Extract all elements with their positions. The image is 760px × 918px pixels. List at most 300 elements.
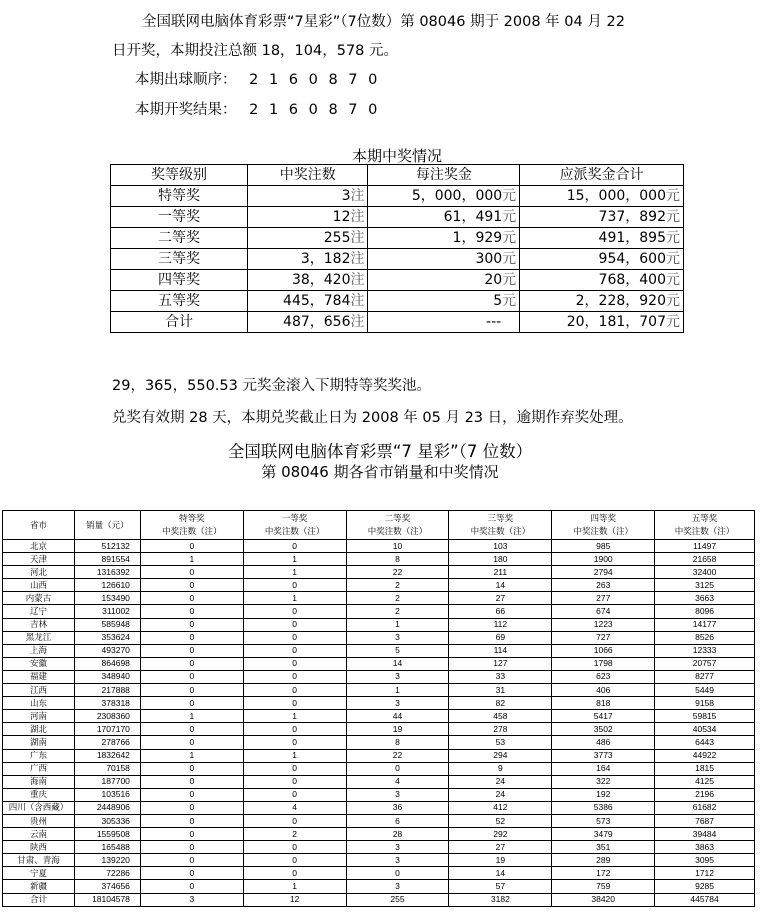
province-row xyxy=(3,540,755,553)
prize-cell-level xyxy=(111,249,248,270)
province-row xyxy=(3,670,755,683)
province-cell-level5: 32400 xyxy=(655,566,755,579)
province-cell-level2: 3 xyxy=(346,697,449,710)
province-cell-level1: 0 xyxy=(243,579,346,592)
province-table-header xyxy=(3,511,755,540)
unit-label: 注 xyxy=(350,251,365,267)
province-cell-sales: 2308360 xyxy=(74,710,140,723)
province-cell-level5: 3095 xyxy=(655,854,755,867)
province-cell-special: 0 xyxy=(140,880,243,893)
province-cell-level2: 19 xyxy=(346,723,449,736)
province-title: 全国联网电脑体育彩票“7 星彩”（7 位数） xyxy=(227,442,533,461)
province-cell-special: 0 xyxy=(140,605,243,618)
unit-label: 元 xyxy=(666,272,680,288)
province-cell-level3: 103 xyxy=(449,540,552,553)
province-cell-special: 3 xyxy=(140,893,243,906)
province-cell-special: 1 xyxy=(140,553,243,566)
province-cell-level3: 112 xyxy=(449,618,552,631)
province-row xyxy=(3,867,755,880)
province-cell-level4: 164 xyxy=(552,762,655,775)
province-cell-province: 云南 xyxy=(3,828,75,841)
prize-cell-prize xyxy=(368,291,520,312)
province-cell-special: 0 xyxy=(140,828,243,841)
province-cell-level3: 27 xyxy=(449,592,552,605)
province-cell-special: 0 xyxy=(140,657,243,670)
province-cell-level5: 2196 xyxy=(655,788,755,801)
province-cell-sales: 165488 xyxy=(74,841,140,854)
province-cell-level3: 31 xyxy=(449,684,552,697)
province-cell-special: 0 xyxy=(140,736,243,749)
province-cell-level5: 9285 xyxy=(655,880,755,893)
province-cell-level1: 0 xyxy=(243,854,346,867)
unit-label: 元 xyxy=(666,209,680,225)
header-level-2: 二等奖 中奖注数（注） xyxy=(346,511,449,540)
prize-cell-total xyxy=(520,207,684,228)
province-cell-level4: 486 xyxy=(552,736,655,749)
prize-level-value: 四等奖 xyxy=(158,272,200,288)
province-cell-level2: 3 xyxy=(346,788,449,801)
province-cell-level5: 14177 xyxy=(655,618,755,631)
province-cell-level2: 10 xyxy=(346,540,449,553)
province-subtitle: 第 08046 期各省市销量和中奖情况 xyxy=(261,463,499,481)
province-cell-level2: 2 xyxy=(346,592,449,605)
prize-prize-value: 300 xyxy=(475,251,503,267)
province-cell-province: 山东 xyxy=(3,697,75,710)
province-row xyxy=(3,893,755,906)
province-cell-sales: 374656 xyxy=(74,880,140,893)
province-cell-level2: 1 xyxy=(346,618,449,631)
province-cell-level2: 0 xyxy=(346,762,449,775)
province-cell-level4: 3773 xyxy=(552,749,655,762)
province-cell-sales: 891554 xyxy=(74,553,140,566)
province-cell-special: 0 xyxy=(140,644,243,657)
province-cell-level4: 573 xyxy=(552,814,655,827)
province-cell-level3: 53 xyxy=(449,736,552,749)
province-cell-level1: 0 xyxy=(243,788,346,801)
province-cell-special: 0 xyxy=(140,631,243,644)
prize-cell-total xyxy=(520,186,684,207)
province-cell-province: 辽宁 xyxy=(3,605,75,618)
province-cell-level5: 59815 xyxy=(655,710,755,723)
header-level-special: 特等奖 中奖注数（注） xyxy=(140,511,243,540)
prize-cell-prize xyxy=(368,270,520,291)
province-row xyxy=(3,762,755,775)
prize-cell-level xyxy=(111,312,248,333)
header-line-1: 全国联网电脑体育彩票“7星彩”（7位数）第 08046 期于 2008 年 04 月 22 xyxy=(142,14,625,30)
province-cell-sales: 70158 xyxy=(74,762,140,775)
province-cell-level4: 3502 xyxy=(552,723,655,736)
province-row xyxy=(3,697,755,710)
province-row xyxy=(3,723,755,736)
province-cell-province: 新疆 xyxy=(3,880,75,893)
province-cell-level5: 12333 xyxy=(655,644,755,657)
header-level-3: 三等奖 中奖注数（注） xyxy=(449,511,552,540)
rollover-note: 29，365，550.53 元奖金滚入下期特等奖奖池。 xyxy=(112,378,431,394)
province-cell-special: 0 xyxy=(140,566,243,579)
province-cell-level2: 3 xyxy=(346,854,449,867)
header-province: 省市 xyxy=(3,511,75,540)
province-cell-province: 天津 xyxy=(3,553,75,566)
header-total: 应派奖金合计 xyxy=(520,165,684,186)
header-prize: 每注奖金 xyxy=(368,165,520,186)
unit-label: 注 xyxy=(350,209,365,225)
province-cell-special: 0 xyxy=(140,540,243,553)
unit-label: 元 xyxy=(666,188,680,204)
province-cell-level1: 0 xyxy=(243,670,346,683)
prize-cell-count xyxy=(248,312,368,333)
header-count: 中奖注数 xyxy=(248,165,368,186)
province-cell-province: 贵州 xyxy=(3,814,75,827)
prize-cell-total xyxy=(520,249,684,270)
province-cell-level2: 8 xyxy=(346,736,449,749)
province-cell-special: 0 xyxy=(140,854,243,867)
province-cell-level5: 3125 xyxy=(655,579,755,592)
prize-cell-total xyxy=(520,312,684,333)
province-cell-level1: 0 xyxy=(243,684,346,697)
province-cell-level2: 3 xyxy=(346,670,449,683)
province-cell-province: 黑龙江 xyxy=(3,631,75,644)
province-row xyxy=(3,553,755,566)
province-cell-sales: 153490 xyxy=(74,592,140,605)
province-cell-level5: 40534 xyxy=(655,723,755,736)
province-cell-level1: 0 xyxy=(243,631,346,644)
province-cell-level4: 322 xyxy=(552,775,655,788)
prize-cell-prize xyxy=(368,312,520,333)
prize-cell-prize xyxy=(368,207,520,228)
province-cell-level3: 180 xyxy=(449,553,552,566)
province-cell-special: 0 xyxy=(140,697,243,710)
unit-label: 元 xyxy=(502,188,517,204)
province-cell-level4: 38420 xyxy=(552,893,655,906)
province-cell-special: 0 xyxy=(140,684,243,697)
unit-label: 注 xyxy=(350,188,365,204)
prize-total-value: 954，600 xyxy=(598,251,666,267)
province-cell-level3: 294 xyxy=(449,749,552,762)
province-cell-level1: 1 xyxy=(243,749,346,762)
province-cell-level1: 0 xyxy=(243,841,346,854)
province-cell-level5: 8096 xyxy=(655,605,755,618)
province-cell-level3: 24 xyxy=(449,788,552,801)
province-cell-level5: 3863 xyxy=(655,841,755,854)
province-cell-level1: 4 xyxy=(243,801,346,814)
province-cell-level2: 14 xyxy=(346,657,449,670)
province-cell-level4: 674 xyxy=(552,605,655,618)
province-cell-level4: 1798 xyxy=(552,657,655,670)
province-cell-special: 1 xyxy=(140,749,243,762)
unit-label: 元 xyxy=(502,209,517,225)
province-cell-level1: 0 xyxy=(243,736,346,749)
province-cell-special: 0 xyxy=(140,788,243,801)
province-row xyxy=(3,579,755,592)
province-cell-level1: 1 xyxy=(243,553,346,566)
province-cell-level2: 255 xyxy=(346,893,449,906)
province-cell-province: 广西 xyxy=(3,762,75,775)
province-row xyxy=(3,854,755,867)
province-cell-level3: 14 xyxy=(449,867,552,880)
province-cell-level5: 21658 xyxy=(655,553,755,566)
prize-cell-total xyxy=(520,228,684,249)
prize-level-value: 三等奖 xyxy=(158,251,200,267)
province-cell-sales: 1707170 xyxy=(74,723,140,736)
draw-order-value: 2 1 6 0 8 7 0 xyxy=(249,72,381,88)
province-cell-sales: 18104578 xyxy=(74,893,140,906)
province-row xyxy=(3,592,755,605)
province-cell-province: 内蒙古 xyxy=(3,592,75,605)
prize-cell-count xyxy=(248,207,368,228)
province-cell-level2: 22 xyxy=(346,566,449,579)
province-cell-level1: 0 xyxy=(243,657,346,670)
prize-prize-value: 5，000，000 xyxy=(411,188,503,204)
province-cell-level5: 6443 xyxy=(655,736,755,749)
prize-cell-level xyxy=(111,228,248,249)
province-cell-sales: 72286 xyxy=(74,867,140,880)
prize-level-value: 合计 xyxy=(165,314,193,330)
province-cell-level5: 445784 xyxy=(655,893,755,906)
province-row xyxy=(3,880,755,893)
province-cell-level3: 66 xyxy=(449,605,552,618)
province-cell-province: 山西 xyxy=(3,579,75,592)
prize-cell-total xyxy=(520,270,684,291)
prize-count-value: 12 xyxy=(332,209,351,225)
province-row xyxy=(3,710,755,723)
province-cell-level3: 3182 xyxy=(449,893,552,906)
province-cell-level3: 27 xyxy=(449,841,552,854)
prize-row xyxy=(111,312,684,333)
unit-label: 元 xyxy=(502,272,517,288)
prize-table xyxy=(110,164,684,333)
prize-cell-count xyxy=(248,270,368,291)
province-cell-special: 0 xyxy=(140,762,243,775)
result-label: 本期开奖结果： xyxy=(135,102,237,118)
prize-cell-level xyxy=(111,186,248,207)
province-cell-level2: 2 xyxy=(346,605,449,618)
province-cell-province: 安徽 xyxy=(3,657,75,670)
province-table xyxy=(2,510,755,907)
province-cell-special: 0 xyxy=(140,814,243,827)
province-row xyxy=(3,814,755,827)
province-row xyxy=(3,605,755,618)
prize-level-value: 一等奖 xyxy=(158,209,200,225)
prize-cell-count xyxy=(248,228,368,249)
province-row xyxy=(3,566,755,579)
province-cell-special: 1 xyxy=(140,710,243,723)
province-cell-level2: 3 xyxy=(346,841,449,854)
province-cell-sales: 378318 xyxy=(74,697,140,710)
province-cell-level1: 1 xyxy=(243,880,346,893)
province-cell-level4: 1223 xyxy=(552,618,655,631)
province-cell-level5: 44922 xyxy=(655,749,755,762)
prize-row xyxy=(111,249,684,270)
province-cell-sales: 585948 xyxy=(74,618,140,631)
province-row xyxy=(3,775,755,788)
prize-row xyxy=(111,207,684,228)
province-cell-level3: 9 xyxy=(449,762,552,775)
prize-prize-value: 1，929 xyxy=(452,230,503,246)
province-cell-level3: 14 xyxy=(449,579,552,592)
province-cell-sales: 311002 xyxy=(74,605,140,618)
unit-label: 元 xyxy=(502,251,517,267)
province-cell-level3: 82 xyxy=(449,697,552,710)
province-cell-province: 重庆 xyxy=(3,788,75,801)
province-cell-sales: 187700 xyxy=(74,775,140,788)
province-cell-level1: 0 xyxy=(243,605,346,618)
province-cell-level2: 4 xyxy=(346,775,449,788)
prize-row xyxy=(111,228,684,249)
prize-cell-prize xyxy=(368,228,520,249)
province-cell-level3: 33 xyxy=(449,670,552,683)
province-cell-level4: 985 xyxy=(552,540,655,553)
province-cell-level1: 0 xyxy=(243,618,346,631)
province-cell-special: 0 xyxy=(140,841,243,854)
province-cell-level4: 351 xyxy=(552,841,655,854)
province-cell-level1: 0 xyxy=(243,814,346,827)
province-row xyxy=(3,644,755,657)
province-cell-level5: 61682 xyxy=(655,801,755,814)
prize-total-value: 20，181，707 xyxy=(566,314,666,330)
prize-prize-value: 20 xyxy=(484,272,503,288)
province-cell-level4: 277 xyxy=(552,592,655,605)
province-cell-province: 广东 xyxy=(3,749,75,762)
prize-count-value: 487，656 xyxy=(283,314,351,330)
province-cell-level5: 9158 xyxy=(655,697,755,710)
province-cell-special: 0 xyxy=(140,592,243,605)
province-row xyxy=(3,657,755,670)
province-cell-sales: 864698 xyxy=(74,657,140,670)
province-cell-level5: 7687 xyxy=(655,814,755,827)
province-cell-level1: 1 xyxy=(243,710,346,723)
province-cell-province: 吉林 xyxy=(3,618,75,631)
province-cell-level5: 39484 xyxy=(655,828,755,841)
prize-cell-count xyxy=(248,249,368,270)
province-cell-level5: 11497 xyxy=(655,540,755,553)
province-cell-province: 陕西 xyxy=(3,841,75,854)
province-cell-sales: 305336 xyxy=(74,814,140,827)
prize-count-value: 445，784 xyxy=(283,293,351,309)
province-row xyxy=(3,684,755,697)
province-cell-level4: 5386 xyxy=(552,801,655,814)
province-cell-province: 河南 xyxy=(3,710,75,723)
province-cell-level4: 406 xyxy=(552,684,655,697)
header-line-2: 日开奖，本期投注总额 18，104，578 元。 xyxy=(112,43,399,59)
province-cell-level4: 1900 xyxy=(552,553,655,566)
prize-table-header xyxy=(111,165,684,186)
province-cell-level1: 0 xyxy=(243,762,346,775)
prize-cell-count xyxy=(248,186,368,207)
prize-prize-value: 5 xyxy=(493,293,503,309)
province-cell-level3: 292 xyxy=(449,828,552,841)
province-cell-level2: 3 xyxy=(346,880,449,893)
prize-row xyxy=(111,270,684,291)
province-cell-sales: 493270 xyxy=(74,644,140,657)
province-cell-level3: 211 xyxy=(449,566,552,579)
province-cell-level4: 2794 xyxy=(552,566,655,579)
province-cell-level3: 69 xyxy=(449,631,552,644)
province-cell-level4: 759 xyxy=(552,880,655,893)
province-cell-sales: 103516 xyxy=(74,788,140,801)
province-cell-level2: 22 xyxy=(346,749,449,762)
province-cell-province: 宁夏 xyxy=(3,867,75,880)
province-cell-special: 0 xyxy=(140,801,243,814)
draw-order-row xyxy=(135,68,380,89)
province-cell-special: 0 xyxy=(140,618,243,631)
province-cell-level1: 0 xyxy=(243,697,346,710)
header-level-5: 五等奖 中奖注数（注） xyxy=(655,511,755,540)
prize-level-value: 二等奖 xyxy=(158,230,200,246)
prize-prize-value: --- xyxy=(486,314,502,330)
province-cell-level3: 114 xyxy=(449,644,552,657)
province-cell-province: 河北 xyxy=(3,566,75,579)
province-cell-special: 0 xyxy=(140,670,243,683)
province-cell-sales: 278766 xyxy=(74,736,140,749)
prize-total-value: 491，895 xyxy=(598,230,666,246)
prize-prize-value: 61，491 xyxy=(443,209,503,225)
prize-cell-total xyxy=(520,291,684,312)
province-cell-province: 海南 xyxy=(3,775,75,788)
prize-row xyxy=(111,291,684,312)
province-cell-level3: 412 xyxy=(449,801,552,814)
prize-total-value: 768，400 xyxy=(598,272,666,288)
unit-label: 元 xyxy=(502,293,517,309)
header-level-4: 四等奖 中奖注数（注） xyxy=(552,511,655,540)
province-cell-level5: 4125 xyxy=(655,775,755,788)
province-cell-level2: 44 xyxy=(346,710,449,723)
province-cell-level4: 3479 xyxy=(552,828,655,841)
header-sales: 销量（元） xyxy=(74,511,140,540)
province-row xyxy=(3,801,755,814)
province-cell-level1: 0 xyxy=(243,540,346,553)
prize-cell-prize xyxy=(368,249,520,270)
prize-count-value: 38，420 xyxy=(291,272,351,288)
province-cell-sales: 1316392 xyxy=(74,566,140,579)
province-cell-level5: 20757 xyxy=(655,657,755,670)
province-row xyxy=(3,828,755,841)
province-cell-province: 湖北 xyxy=(3,723,75,736)
unit-label: 注 xyxy=(350,272,365,288)
province-cell-level1: 1 xyxy=(243,566,346,579)
province-cell-level2: 1 xyxy=(346,684,449,697)
province-cell-level4: 289 xyxy=(552,854,655,867)
prize-cell-prize xyxy=(368,186,520,207)
province-cell-level3: 52 xyxy=(449,814,552,827)
prize-cell-level xyxy=(111,291,248,312)
header-level-1: 一等奖 中奖注数（注） xyxy=(243,511,346,540)
province-cell-province: 湖南 xyxy=(3,736,75,749)
prize-count-value: 3，182 xyxy=(300,251,351,267)
province-cell-level4: 1066 xyxy=(552,644,655,657)
province-cell-province: 四川（含西藏） xyxy=(3,801,75,814)
province-cell-sales: 217888 xyxy=(74,684,140,697)
province-cell-level5: 1712 xyxy=(655,867,755,880)
province-cell-level3: 24 xyxy=(449,775,552,788)
province-cell-province: 福建 xyxy=(3,670,75,683)
province-cell-level2: 36 xyxy=(346,801,449,814)
province-cell-level4: 818 xyxy=(552,697,655,710)
province-cell-sales: 348940 xyxy=(74,670,140,683)
province-cell-level4: 623 xyxy=(552,670,655,683)
province-row xyxy=(3,618,755,631)
result-row xyxy=(135,98,380,119)
province-cell-level2: 28 xyxy=(346,828,449,841)
province-cell-level5: 5449 xyxy=(655,684,755,697)
province-cell-level1: 0 xyxy=(243,867,346,880)
province-cell-sales: 353624 xyxy=(74,631,140,644)
unit-label: 元 xyxy=(666,293,680,309)
unit-label: 元 xyxy=(666,230,680,246)
province-cell-level4: 263 xyxy=(552,579,655,592)
province-row xyxy=(3,631,755,644)
province-cell-level3: 278 xyxy=(449,723,552,736)
province-cell-sales: 1832642 xyxy=(74,749,140,762)
